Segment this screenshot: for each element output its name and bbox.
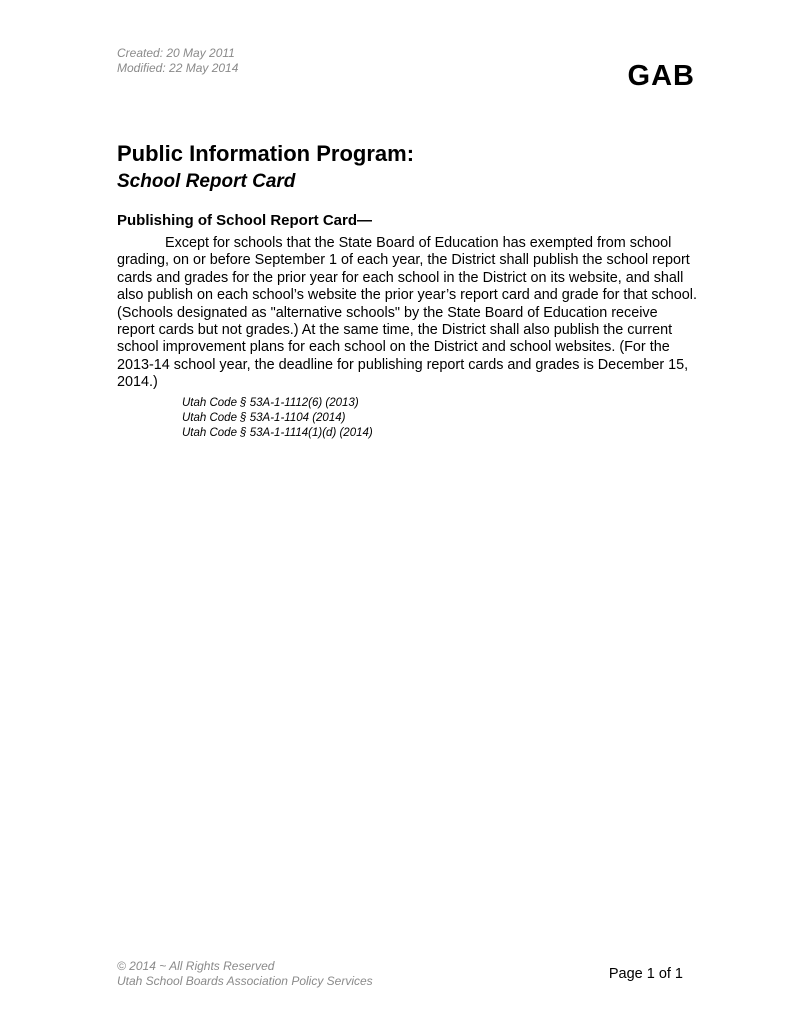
document-subtitle: School Report Card: [117, 171, 296, 192]
section-heading: Publishing of School Report Card—: [117, 212, 372, 229]
citation-item: Utah Code § 53A-1-1112(6) (2013): [182, 397, 359, 409]
copyright-notice: © 2014 ~ All Rights Reserved: [117, 959, 275, 973]
footer-credits: [117, 959, 373, 989]
page-number: Page 1 of 1: [608, 966, 683, 982]
document-title: Public Information Program:: [117, 141, 415, 166]
citation-item: Utah Code § 53A-1-1114(1)(d) (2014): [182, 427, 373, 439]
policy-code: GAB: [627, 60, 695, 92]
modified-date: Modified: 22 May 2014: [117, 61, 239, 75]
citation-list: [182, 396, 373, 441]
citation-item: Utah Code § 53A-1-1104 (2014): [182, 412, 346, 424]
document-meta: [117, 46, 238, 76]
created-date: Created: 20 May 2011: [117, 46, 235, 60]
section-body: Except for schools that the State Board of Education has exempted from school grading, on or before September 1 of each year, the District shall publish the school report cards and grades for the prior year for each school in the District on its website, and shall also publish on each school’s website the prior year’s report card and grade for that school. (Schools designated as "alternative schools" by the State Board of Education receive report cards but not grades.) At the same time, the District shall also publish the current school improvement plans for each school on the District and school websites. (For the 2013-14 school year, the deadline for publishing report cards and grades is December 15, 2014.): [117, 235, 697, 391]
organization-name: Utah School Boards Association Policy Services: [117, 974, 373, 988]
